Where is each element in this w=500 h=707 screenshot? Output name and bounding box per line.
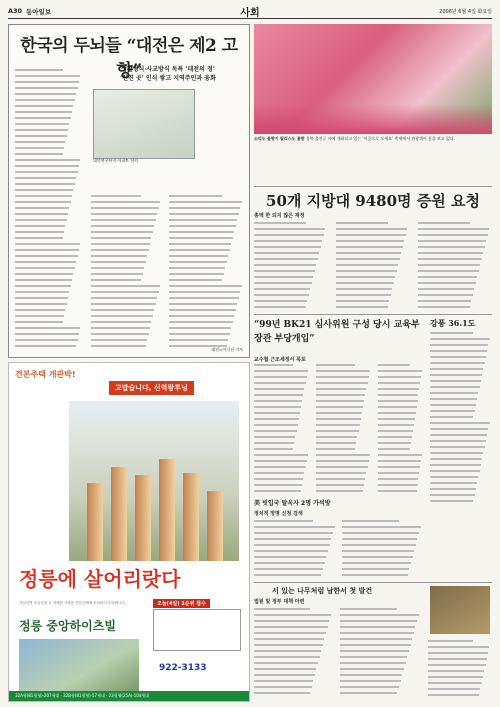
story3-col-1 [254, 364, 310, 494]
story5-col-2 [340, 608, 422, 698]
ad-open-label: 오늘(4일) 1순위 접수 [153, 599, 210, 608]
ad-slogan: 정릉에 살어리랏다 [19, 567, 181, 591]
story3-headline: “99년 BK21 심사위원 구성 당시 교육부장관 부당개입” [254, 320, 420, 344]
divider [254, 186, 492, 187]
story3-subhead: 교수협 근조세정서 폭로 [254, 357, 306, 363]
story5-col-3 [428, 640, 492, 698]
story3-side-col [430, 332, 492, 502]
divider [254, 314, 492, 315]
festival-caption-title: 소리도 꽃향기 릴리스도 꽃향 [254, 136, 305, 141]
left-column-2 [91, 195, 163, 350]
page-number: A30 [8, 7, 23, 15]
left-kicker [89, 65, 247, 83]
apartment-photo [93, 89, 195, 159]
byline: 대전=이기진 기자 [211, 347, 243, 352]
paper-name: 동아일보 [26, 8, 52, 16]
divider [254, 582, 492, 583]
building [183, 473, 199, 561]
story4-headline: 美 빗입국 탈옥자 2명 가석방 [254, 500, 331, 507]
left-column-1 [15, 69, 83, 349]
festival-caption-text: 경북 울진군 사에 개최되고 있는 ‘이곳으로 오세요’ 축제에서 관광객이 꽃을 보고 있다. [305, 136, 456, 141]
photo-caption: 대덕연구단지 아파트 단지 [93, 158, 139, 163]
ad-building-render [69, 401, 239, 561]
story4-col-2 [342, 520, 424, 580]
kicker-line-2: ‘선진 곳’ 인식 쌓고 지역주민과 융화 [120, 75, 216, 82]
building [159, 459, 175, 561]
ad-notes: 가입자격·공급일정 등 자세한 사항은 견본주택에 문의하시기 바랍니다. [19, 601, 126, 605]
festival-photo [254, 24, 492, 134]
ad-phone: 922-3133 [159, 663, 207, 673]
story3-side-headline: 강풍 36.1도 [430, 318, 476, 328]
story3-col-2 [316, 364, 372, 494]
story2-subhead: 총액 한 되지 않은 재정 [254, 213, 305, 219]
issue-date: 2006년 6월 4일 화요일 [439, 9, 492, 15]
story5-subhead: 법원 및 정부 대책 마련 [254, 599, 305, 605]
building [111, 467, 127, 561]
left-headline: 한국의 두뇌들 “대전은 제2 고향” [20, 36, 238, 81]
building [87, 483, 103, 561]
left-column-3 [169, 195, 245, 350]
story2-col-3 [418, 222, 492, 312]
building [135, 475, 151, 561]
story2-col-2 [336, 222, 410, 312]
story4-col-1 [254, 520, 338, 580]
festival-caption [254, 136, 492, 141]
ad-schedule-table [153, 609, 241, 651]
building [207, 491, 223, 561]
story3-col-3 [378, 364, 424, 494]
kicker-line-1: 생활형식·사교방식 독특 ‘대전의 정’ [121, 66, 215, 73]
story5-col-1 [254, 608, 334, 698]
story5-photo [430, 586, 490, 634]
left-story [8, 24, 250, 358]
story2-col-1 [254, 222, 328, 312]
ad-brand: 정릉 중앙하이츠빌 [19, 619, 116, 633]
story4-subhead: 정치적 망명 신청 검색 [254, 511, 303, 517]
story2-headline: 50개 지방대 9480명 증원 요청 [266, 192, 480, 210]
story5-headline: 서 있는 나무처럼 남한서 첫 발건 [272, 587, 373, 595]
ad-tag: 고맙습니다, 신역왕투닝 [109, 381, 194, 395]
apartment-ad [8, 362, 250, 702]
section-title: 사회 [240, 8, 260, 19]
ad-location-photo [19, 639, 139, 691]
ad-banner: 견본주택 개관박! [15, 370, 76, 379]
ad-footer: 32A형(81평형)·207세대 · 32B형(81평형)·57세대 · 23평형(25A)·104세대 [9, 691, 249, 701]
page-header [8, 4, 492, 19]
